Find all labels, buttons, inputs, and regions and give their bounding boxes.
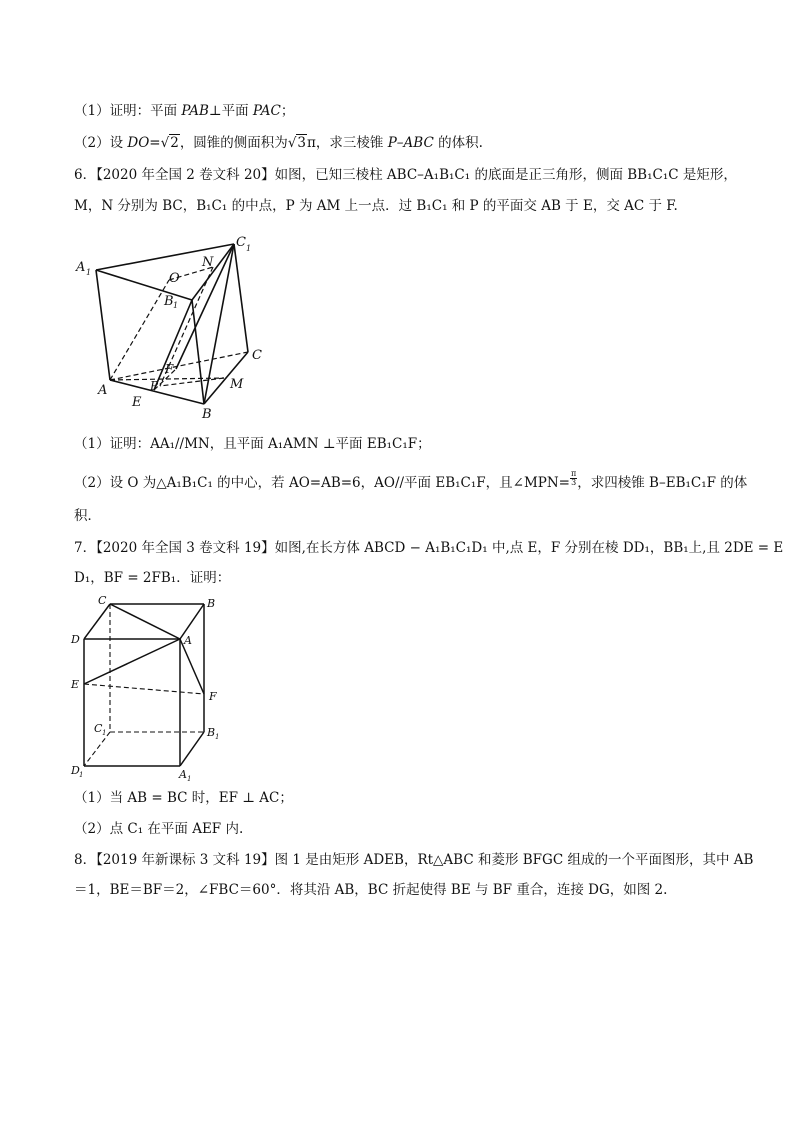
label-C1: C: [236, 235, 246, 250]
q6-prism-figure: [74, 228, 294, 423]
q7-part1: （1）当 AB = BC 时，EF ⊥ AC；: [74, 790, 293, 806]
label-F: F: [165, 362, 174, 376]
label-E: E: [132, 395, 142, 410]
svg-text:1: 1: [79, 771, 84, 779]
svg-text:1: 1: [187, 775, 192, 783]
svg-text:1: 1: [102, 729, 107, 737]
label-P: P: [150, 379, 159, 393]
q8-header: 8．【2019 年新课标 3 文科 19】图 1 是由矩形 ADEB，Rt△ABC 和菱形 BFGC 组成的一个平面图形，其中 AB: [74, 852, 754, 868]
label-A: A: [98, 383, 108, 398]
svg-text:1: 1: [215, 733, 220, 741]
label-B: B: [202, 407, 212, 422]
label-C: C: [98, 594, 107, 607]
q6-line2: M，N 分别为 BC，B₁C₁ 的中点，P 为 AM 上一点．过 B₁C₁ 和 P 的平面交 AB 于 E，交 AC 于 F.: [74, 198, 678, 214]
q6-header: 6．【2020 年全国 2 卷文科 20】如图，已知三棱柱 ABC–A₁B₁C₁ 的底面是正三角形，侧面 BB₁C₁C 是矩形，: [74, 167, 737, 183]
q6-part2: （2）设 O 为△A₁B₁C₁ 的中心，若 AO=AB=6，AO//平面 EB₁C₁F，且∠MPN= $\frac{\pi}{3}$ ，求四棱锥 B–EB₁C₁F 的体: [74, 469, 748, 491]
label-C: C: [252, 348, 262, 363]
label-B1: B: [207, 726, 216, 739]
label-B1: B: [164, 294, 174, 309]
svg-text:1: 1: [173, 301, 179, 310]
q6-part2-cont: 积．: [74, 508, 101, 524]
label-A1: A: [179, 768, 187, 781]
q7-header: 7．【2020 年全国 3 卷文科 19】如图,在长方体 ABCD − A₁B₁C₁D₁ 中,点 E，F 分别在棱 DD₁，BB₁上,且 2DE = E: [74, 540, 784, 556]
label-A1: A: [76, 260, 86, 275]
label-N: N: [202, 255, 214, 270]
q5-part2: （2）设 DO=√2，圆锥的侧面积为√3π，求三棱锥 P–ABC 的体积.: [74, 135, 483, 151]
label-O: O: [169, 271, 180, 286]
svg-text:1: 1: [86, 268, 92, 277]
q7-line2: D₁，BF = 2FB₁．证明：: [74, 570, 231, 586]
label-F: F: [209, 690, 217, 703]
q8-line2: ＝1，BE＝BF＝2，∠FBC＝60°．将其沿 AB，BC 折起使得 BE 与 BF 重合，连接 DG，如图 2.: [74, 882, 668, 898]
label-D1: D: [71, 764, 80, 777]
label-D: D: [71, 633, 80, 646]
svg-text:1: 1: [246, 244, 252, 253]
q6-part1: （1）证明：AA₁//MN，且平面 A₁AMN ⊥平面 EB₁C₁F；: [74, 436, 431, 452]
label-A: A: [184, 634, 192, 647]
q5-part1: （1）证明：平面 PAB⊥平面 PAC；: [74, 103, 295, 119]
q7-part2: （2）点 C₁ 在平面 AEF 内.: [74, 821, 244, 837]
q7-cuboid-figure: [66, 594, 236, 784]
label-B: B: [207, 597, 216, 610]
label-E: E: [71, 678, 80, 691]
label-M: M: [230, 377, 244, 392]
label-C1: C: [94, 722, 103, 735]
